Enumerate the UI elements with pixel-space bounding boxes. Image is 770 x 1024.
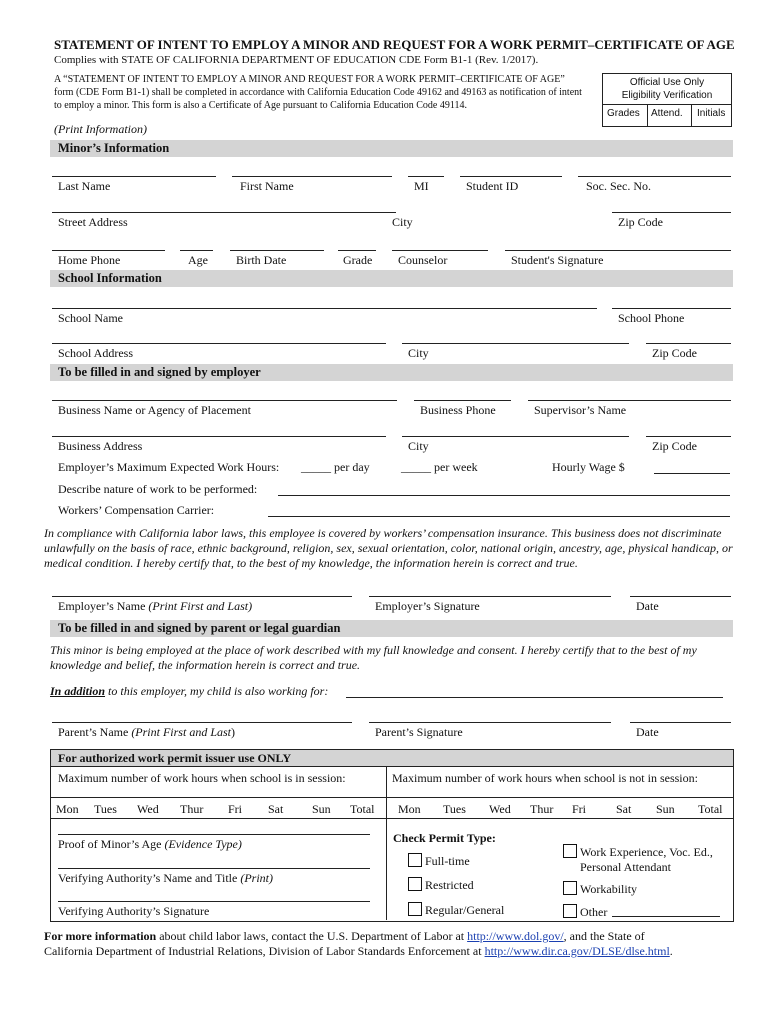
hours-blank[interactable]: [652, 797, 682, 798]
day-label-total: Total: [350, 802, 375, 816]
print-info-note: (Print Information): [54, 122, 147, 136]
business-zip-label: Zip Code: [652, 439, 697, 453]
city-label: City: [392, 215, 413, 229]
restricted-label: Restricted: [425, 878, 474, 892]
official-use-box: [602, 73, 732, 127]
street-address-field[interactable]: [52, 212, 396, 213]
max-hours-label: Employer’s Maximum Expected Work Hours:: [58, 460, 280, 474]
birth-date-field[interactable]: [230, 250, 324, 251]
first-name-field[interactable]: [232, 176, 392, 177]
employer-name-field[interactable]: [52, 596, 352, 597]
business-name-label: Business Name or Agency of Placement: [58, 403, 251, 417]
eligibility-verification-title: Eligibility Verification: [621, 90, 713, 101]
verifying-name-text: Verifying Authority’s Name and Title: [58, 871, 241, 885]
hours-blank[interactable]: [350, 797, 380, 798]
day-label-total: Total: [698, 802, 723, 816]
employer-signature-label: Employer’s Signature: [375, 599, 480, 613]
hours-blank[interactable]: [440, 797, 470, 798]
grade-label: Grade: [343, 253, 373, 267]
school-phone-field[interactable]: [612, 308, 731, 309]
employer-name-label-text: Employer’s Name: [58, 599, 149, 613]
student-id-label: Student ID: [466, 179, 519, 193]
business-city-field[interactable]: [402, 436, 629, 437]
business-name-field[interactable]: [52, 400, 397, 401]
last-name-field[interactable]: [52, 176, 216, 177]
full-time-checkbox[interactable]: [408, 853, 422, 867]
employer-name-label: [58, 599, 252, 614]
business-address-label: Business Address: [58, 439, 143, 453]
hourly-wage-label: Hourly Wage $: [552, 460, 625, 474]
day-label-wed: Wed: [489, 802, 511, 816]
complies-note: Complies with STATE OF CALIFORNIA DEPARTMENT OF EDUCATION CDE Form B1-1 (Rev. 1/2017).: [54, 54, 539, 66]
per-week-field[interactable]: _____ per week: [401, 460, 478, 474]
employer-band: [50, 364, 733, 381]
hours-blank[interactable]: [308, 797, 336, 798]
verifying-signature-field[interactable]: [58, 901, 370, 902]
street-address-label: Street Address: [58, 215, 128, 229]
school-address-label: School Address: [58, 346, 133, 360]
proof-of-age-evidence-note: (Evidence Type): [164, 837, 242, 851]
attendance-cell[interactable]: Attend.: [651, 108, 683, 119]
full-time-label: Full-time: [425, 854, 470, 868]
in-addition-emphasis: In addition: [50, 684, 106, 698]
max-in-session-label: Maximum number of work hours when school is in session:: [58, 771, 346, 785]
employer-heading: To be filled in and signed by employer: [58, 365, 261, 379]
hours-blank[interactable]: [486, 797, 516, 798]
dlse-link[interactable]: http://www.dir.ca.gov/DLSE/dlse.html: [484, 944, 670, 958]
day-label-thur: Thur: [180, 802, 204, 816]
school-address-field[interactable]: [52, 343, 386, 344]
work-experience-checkbox[interactable]: [563, 844, 577, 858]
mi-label: MI: [414, 179, 429, 193]
home-phone-field[interactable]: [52, 250, 165, 251]
business-city-label: City: [408, 439, 429, 453]
regular-checkbox[interactable]: [408, 902, 422, 916]
proof-of-age-label: [58, 837, 242, 852]
intro-line-3: to employ a minor. This form is also a Certificate of Age pursuant to California Education Code 49114.: [54, 100, 467, 111]
footer-text-3: California Department of Industrial Relations, Division of Labor Standards Enforcement at: [44, 944, 485, 958]
ssn-label: Soc. Sec. No.: [586, 179, 651, 193]
school-zip-label: Zip Code: [652, 346, 697, 360]
minor-info-band: [50, 140, 733, 157]
regular-label: Regular/General: [425, 903, 505, 917]
school-info-band: [50, 270, 733, 287]
hours-blank[interactable]: [610, 797, 638, 798]
intro-line-1: A “STATEMENT OF INTENT TO EMPLOY A MINOR AND REQUEST FOR A WORK PERMIT–CERTIFICATE OF AGE”: [54, 74, 565, 85]
student-id-field[interactable]: [460, 176, 562, 177]
hours-blank[interactable]: [92, 797, 120, 798]
other-checkbox[interactable]: [563, 904, 577, 918]
workability-checkbox[interactable]: [563, 881, 577, 895]
verifying-name-field[interactable]: [58, 868, 370, 869]
employer-date-field[interactable]: [630, 596, 731, 597]
supervisor-field[interactable]: [528, 400, 731, 401]
student-signature-label: Student's Signature: [511, 253, 604, 267]
home-phone-label: Home Phone: [58, 253, 121, 267]
day-label-wed: Wed: [137, 802, 159, 816]
footer-line-2: [44, 944, 673, 959]
hours-blank[interactable]: [528, 797, 556, 798]
parent-name-label: [58, 725, 235, 740]
zip-field[interactable]: [612, 212, 731, 213]
supervisor-label: Supervisor’s Name: [534, 403, 627, 417]
verifying-signature-label: Verifying Authority’s Signature: [58, 904, 210, 918]
school-city-field[interactable]: [402, 343, 629, 344]
day-label-fri: Fri: [228, 802, 243, 816]
max-not-session-label: Maximum number of work hours when school is not in session:: [392, 771, 698, 785]
first-name-label: First Name: [240, 179, 294, 193]
parent-name-close-paren: ): [231, 725, 235, 739]
parent-signature-label: Parent’s Signature: [375, 725, 463, 739]
other-label: Other: [580, 905, 608, 919]
ssn-field[interactable]: [578, 176, 731, 177]
initials-cell[interactable]: Initials: [697, 108, 726, 119]
school-name-label: School Name: [58, 311, 123, 325]
hours-blank[interactable]: [178, 797, 208, 798]
proof-of-age-text: Proof of Minor’s Age: [58, 837, 165, 851]
birth-date-label: Birth Date: [236, 253, 287, 267]
parent-heading: To be filled in and signed by parent or legal guardian: [58, 621, 341, 635]
employer-name-print-note: (Print First and Last): [148, 599, 253, 613]
footer-text-1: about child labor laws, contact the U.S. Department of Labor at: [156, 929, 468, 943]
school-name-field[interactable]: [52, 308, 597, 309]
hours-blank[interactable]: [396, 797, 424, 798]
day-label-fri: Fri: [572, 802, 587, 816]
dol-link[interactable]: http://www.dol.gov/: [467, 929, 564, 943]
school-city-label: City: [408, 346, 429, 360]
grades-cell[interactable]: Grades: [607, 108, 640, 119]
intro-line-2: form (CDE Form B1-1) shall be completed in accordance with California Education Code 49162 and 49163 as notification of intent: [54, 87, 582, 98]
minor-info-heading: Minor’s Information: [58, 141, 170, 155]
hours-blank[interactable]: [56, 797, 80, 798]
hours-blank[interactable]: [696, 797, 728, 798]
day-label-sat: Sat: [616, 802, 632, 816]
hourly-wage-field[interactable]: [654, 473, 730, 474]
other-employer-field[interactable]: [346, 697, 723, 698]
form-title: STATEMENT OF INTENT TO EMPLOY A MINOR AND REQUEST FOR A WORK PERMIT–CERTIFICATE OF AGE: [54, 37, 735, 52]
day-label-tues: Tues: [443, 802, 466, 816]
school-info-heading: School Information: [58, 271, 162, 285]
zip-label: Zip Code: [618, 215, 663, 229]
day-label-tues: Tues: [94, 802, 117, 816]
counselor-field[interactable]: [392, 250, 488, 251]
grade-field[interactable]: [338, 250, 376, 251]
parent-name-field[interactable]: [52, 722, 352, 723]
official-use-title: Official Use Only: [629, 77, 705, 88]
in-addition-text: to this employer, my child is also working for:: [105, 684, 329, 698]
personal-attendant-label: Personal Attendant: [580, 860, 671, 874]
check-permit-type-label: Check Permit Type:: [393, 831, 496, 845]
parent-consent-statement: This minor is being employed at the place of work described with my full knowledge and consent. I hereby certify that to the best of my knowledge and belief, the information herein is correct and true.: [50, 643, 697, 672]
comp-carrier-label: Workers’ Compensation Carrier:: [58, 503, 215, 517]
issuer-heading: For authorized work permit issuer use ONLY: [58, 751, 292, 765]
day-label-sat: Sat: [268, 802, 284, 816]
days-divider: [51, 818, 733, 819]
issuer-divider: [386, 767, 387, 920]
last-name-label: Last Name: [58, 179, 111, 193]
business-address-field[interactable]: [52, 436, 386, 437]
business-phone-field[interactable]: [414, 400, 511, 401]
describe-work-label: Describe nature of work to be performed:: [58, 482, 258, 496]
counselor-label: Counselor: [398, 253, 448, 267]
school-phone-label: School Phone: [618, 311, 685, 325]
describe-work-field[interactable]: [278, 495, 730, 496]
footer-line-1: [44, 929, 645, 944]
parent-date-field[interactable]: [630, 722, 731, 723]
proof-of-age-field[interactable]: [58, 834, 370, 835]
employer-signature-field[interactable]: [369, 596, 611, 597]
parent-name-print-note: (Print First and Last: [131, 725, 231, 739]
hours-blank[interactable]: [566, 797, 594, 798]
restricted-checkbox[interactable]: [408, 877, 422, 891]
footer-bold: For more information: [44, 929, 157, 943]
employer-date-label: Date: [636, 599, 659, 613]
business-zip-field[interactable]: [646, 436, 731, 437]
comp-carrier-field[interactable]: [268, 516, 730, 517]
hours-blank[interactable]: [134, 797, 164, 798]
verifying-name-label: [58, 871, 273, 886]
mi-field[interactable]: [408, 176, 444, 177]
per-day-field[interactable]: _____ per day: [301, 460, 370, 474]
footer-text-2: , and the State of: [563, 929, 645, 943]
day-label-mon: Mon: [56, 802, 79, 816]
compliance-statement: In compliance with California labor laws, this employee is covered by workers’ compensation insurance. This business does not discriminate unlawfully on the basis of race, ethnic background, religion, sex, sexual orientation, color, national origin, ancestry, age, physical handicap, or medical condition. I hereby certify that, to the best of my knowledge, the information herein is correct and true.: [44, 526, 733, 570]
verifying-name-print-note: (Print): [240, 871, 273, 885]
hours-blank[interactable]: [264, 797, 290, 798]
work-experience-label: Work Experience, Voc. Ed.,: [580, 845, 713, 859]
other-field[interactable]: [612, 916, 720, 917]
day-label-mon: Mon: [398, 802, 421, 816]
age-field[interactable]: [180, 250, 213, 251]
school-zip-field[interactable]: [646, 343, 731, 344]
footer-text-4: .: [669, 944, 673, 958]
in-addition-label: [50, 684, 328, 699]
day-label-thur: Thur: [530, 802, 554, 816]
parent-name-label-text: Parent’s Name: [58, 725, 132, 739]
parent-band: [50, 620, 733, 637]
hours-blank[interactable]: [222, 797, 248, 798]
age-label: Age: [188, 253, 208, 267]
student-signature-field[interactable]: [505, 250, 731, 251]
business-phone-label: Business Phone: [420, 403, 496, 417]
workability-label: Workability: [580, 882, 638, 896]
day-label-sun: Sun: [656, 802, 675, 816]
parent-signature-field[interactable]: [369, 722, 611, 723]
day-label-sun: Sun: [312, 802, 331, 816]
parent-date-label: Date: [636, 725, 659, 739]
